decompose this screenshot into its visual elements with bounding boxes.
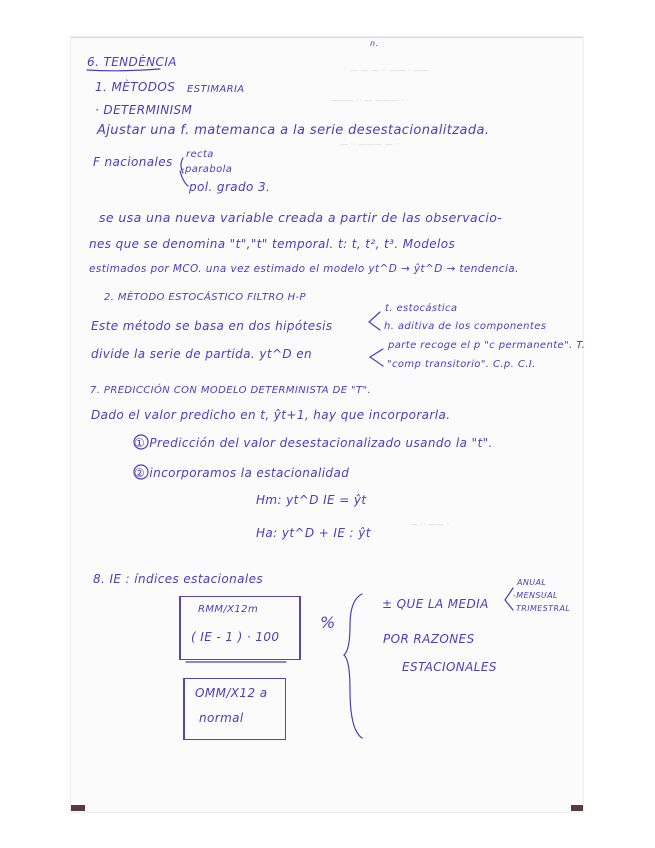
page-mark: n. [370, 39, 379, 48]
hypothesis-angle [369, 312, 380, 330]
more-than-mean: ± QUE LA MEDIA [382, 597, 489, 611]
title-underline [87, 69, 160, 71]
box-1-line-2: ( IE - 1 ) · 100 [191, 630, 280, 644]
pol-label: pol. grado 3. [189, 180, 271, 194]
transitory-component: "comp transitorio". C.p. C.I. [387, 359, 536, 370]
formula-hm: Hm: yt^D IE = ŷt [256, 493, 367, 507]
divide-angle [370, 349, 383, 366]
divide-line: divide la serie de partida. yt^D en [91, 347, 313, 361]
step-1: ① Predicción del valor desestacionalizado usando la "t". [134, 436, 493, 450]
paragraph-line-1: se usa una nueva variable creada a partir de las observacio- [99, 210, 503, 225]
determinism-label: · DETERMINISM [95, 103, 193, 117]
section-8-brace [344, 594, 362, 738]
step-2-circle [134, 465, 148, 479]
hypothesis-1: t. estocástica [385, 303, 458, 314]
media-brace [505, 588, 513, 610]
bleed-through-text: — ·· ——— — ·· [340, 140, 401, 149]
funcions-bracket [181, 158, 183, 173]
hypothesis-2: h. aditiva de los componentes [384, 321, 547, 332]
parabola-label: -parabola [181, 164, 233, 175]
formula-ha: Ha: yt^D + IE : ŷt [256, 526, 371, 540]
percent-symbol: % [320, 613, 336, 632]
section-7-title: 7. PREDICCIÓN CON MODELO DETERMINISTA DE "T". [90, 385, 372, 396]
permanent-component: parte recoge el p "c permanente". T. [388, 340, 586, 351]
section-6-title: 6. TENDÈNCIA [87, 55, 177, 69]
estacionales: ESTACIONALES [402, 660, 497, 674]
section-7-line: Dado el valor predicho en t, ŷt+1, hay que incorporarla. [91, 408, 451, 422]
box-2-line-2: normal [199, 711, 244, 725]
section-6-1-title: 1. MÈTODOS [95, 80, 176, 94]
paragraph-line-3: estimados por MCO. una vez estimado el modelo yt^D → ŷt^D → tendencia. [89, 263, 519, 275]
hypothesis-line: Este método se basa en dos hipótesis [91, 319, 333, 333]
bleed-through-text: ——— ·· — ——— · [330, 96, 404, 105]
mensual-label: -MENSUAL [513, 591, 558, 600]
funcions-label: F nacionales [93, 155, 173, 169]
box-2-line-1: OMM/X12 a [195, 686, 268, 700]
step-1-circle [134, 435, 148, 449]
paragraph-line-2: nes que se denomina "t","t" temporal. t: t, t², t³. Modelos [89, 237, 456, 251]
recta-label: recta [186, 149, 214, 160]
section-6-1-note: ESTIMARIA [187, 84, 245, 95]
step-2: ② incorporamos la estacionalidad [134, 466, 350, 480]
trimestral-label: TRIMESTRAL [516, 604, 571, 613]
ajustar-line: Ajustar una f. matemanca a la serie desestacionalitzada. [97, 123, 490, 138]
bleed-through-text: — — — ·· —— · —— [350, 66, 429, 75]
bleed-through-text: — ·· —— · [410, 520, 450, 529]
anual-label: ANUAL [517, 578, 547, 587]
por-razones: POR RAZONES [383, 632, 475, 646]
section-6-2-title: 2. MÈTODO ESTOCÁSTICO FILTRO H-P [104, 292, 306, 303]
box-1-line-1: RMM/X12m [198, 604, 259, 615]
funcions-bracket-tail [180, 171, 188, 186]
section-8-title: 8. IE : índices estacionales [93, 572, 264, 586]
